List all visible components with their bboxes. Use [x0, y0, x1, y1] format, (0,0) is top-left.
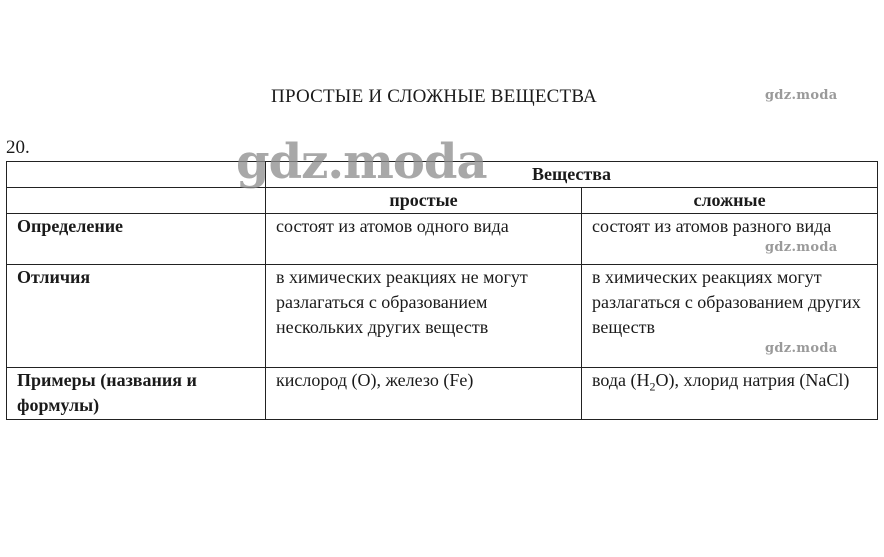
header-simple: простые	[266, 188, 582, 214]
formula-prefix: вода (H	[592, 370, 650, 390]
row-label-examples: Примеры (названия и формулы)	[7, 368, 266, 420]
table-row	[7, 265, 878, 368]
cell-examples-complex	[582, 368, 878, 420]
exercise-number: 20.	[6, 137, 30, 158]
watermark-top: gdz.moda	[765, 88, 838, 103]
formula-subscript: 2	[649, 379, 656, 394]
row-label-definition: Определение	[7, 214, 266, 265]
cell-definition-simple: состоят из атомов одного вида	[266, 214, 582, 265]
row-label-differences: Отличия	[7, 265, 266, 368]
cell-examples-simple: кислород (O), железо (Fe)	[266, 368, 582, 420]
formula-suffix: O), хлорид натрия (NaCl)	[655, 370, 850, 390]
watermark-large: gdz.moda	[236, 134, 487, 190]
table-row	[7, 368, 878, 420]
watermark-low: gdz.moda	[765, 341, 838, 356]
cell-differences-simple: в химических реакциях не могут разлагаться с образованием нескольких других веществ	[266, 265, 582, 368]
watermark-mid: gdz.moda	[765, 240, 838, 255]
table-row	[7, 214, 878, 265]
header-substances: Вещества	[266, 162, 878, 188]
subheader-empty-cell	[7, 188, 266, 214]
header-complex: сложные	[582, 188, 878, 214]
table-subheader-row	[7, 188, 878, 214]
substances-table	[6, 161, 878, 420]
page-title: ПРОСТЫЕ И СЛОЖНЫЕ ВЕЩЕСТВА	[271, 86, 597, 107]
cell-definition-complex: состоят из атомов разного вида	[582, 214, 878, 265]
cell-differences-complex: в химических реакциях могут разлагаться с образованием других веществ	[582, 265, 878, 368]
corner-cell	[7, 162, 266, 188]
